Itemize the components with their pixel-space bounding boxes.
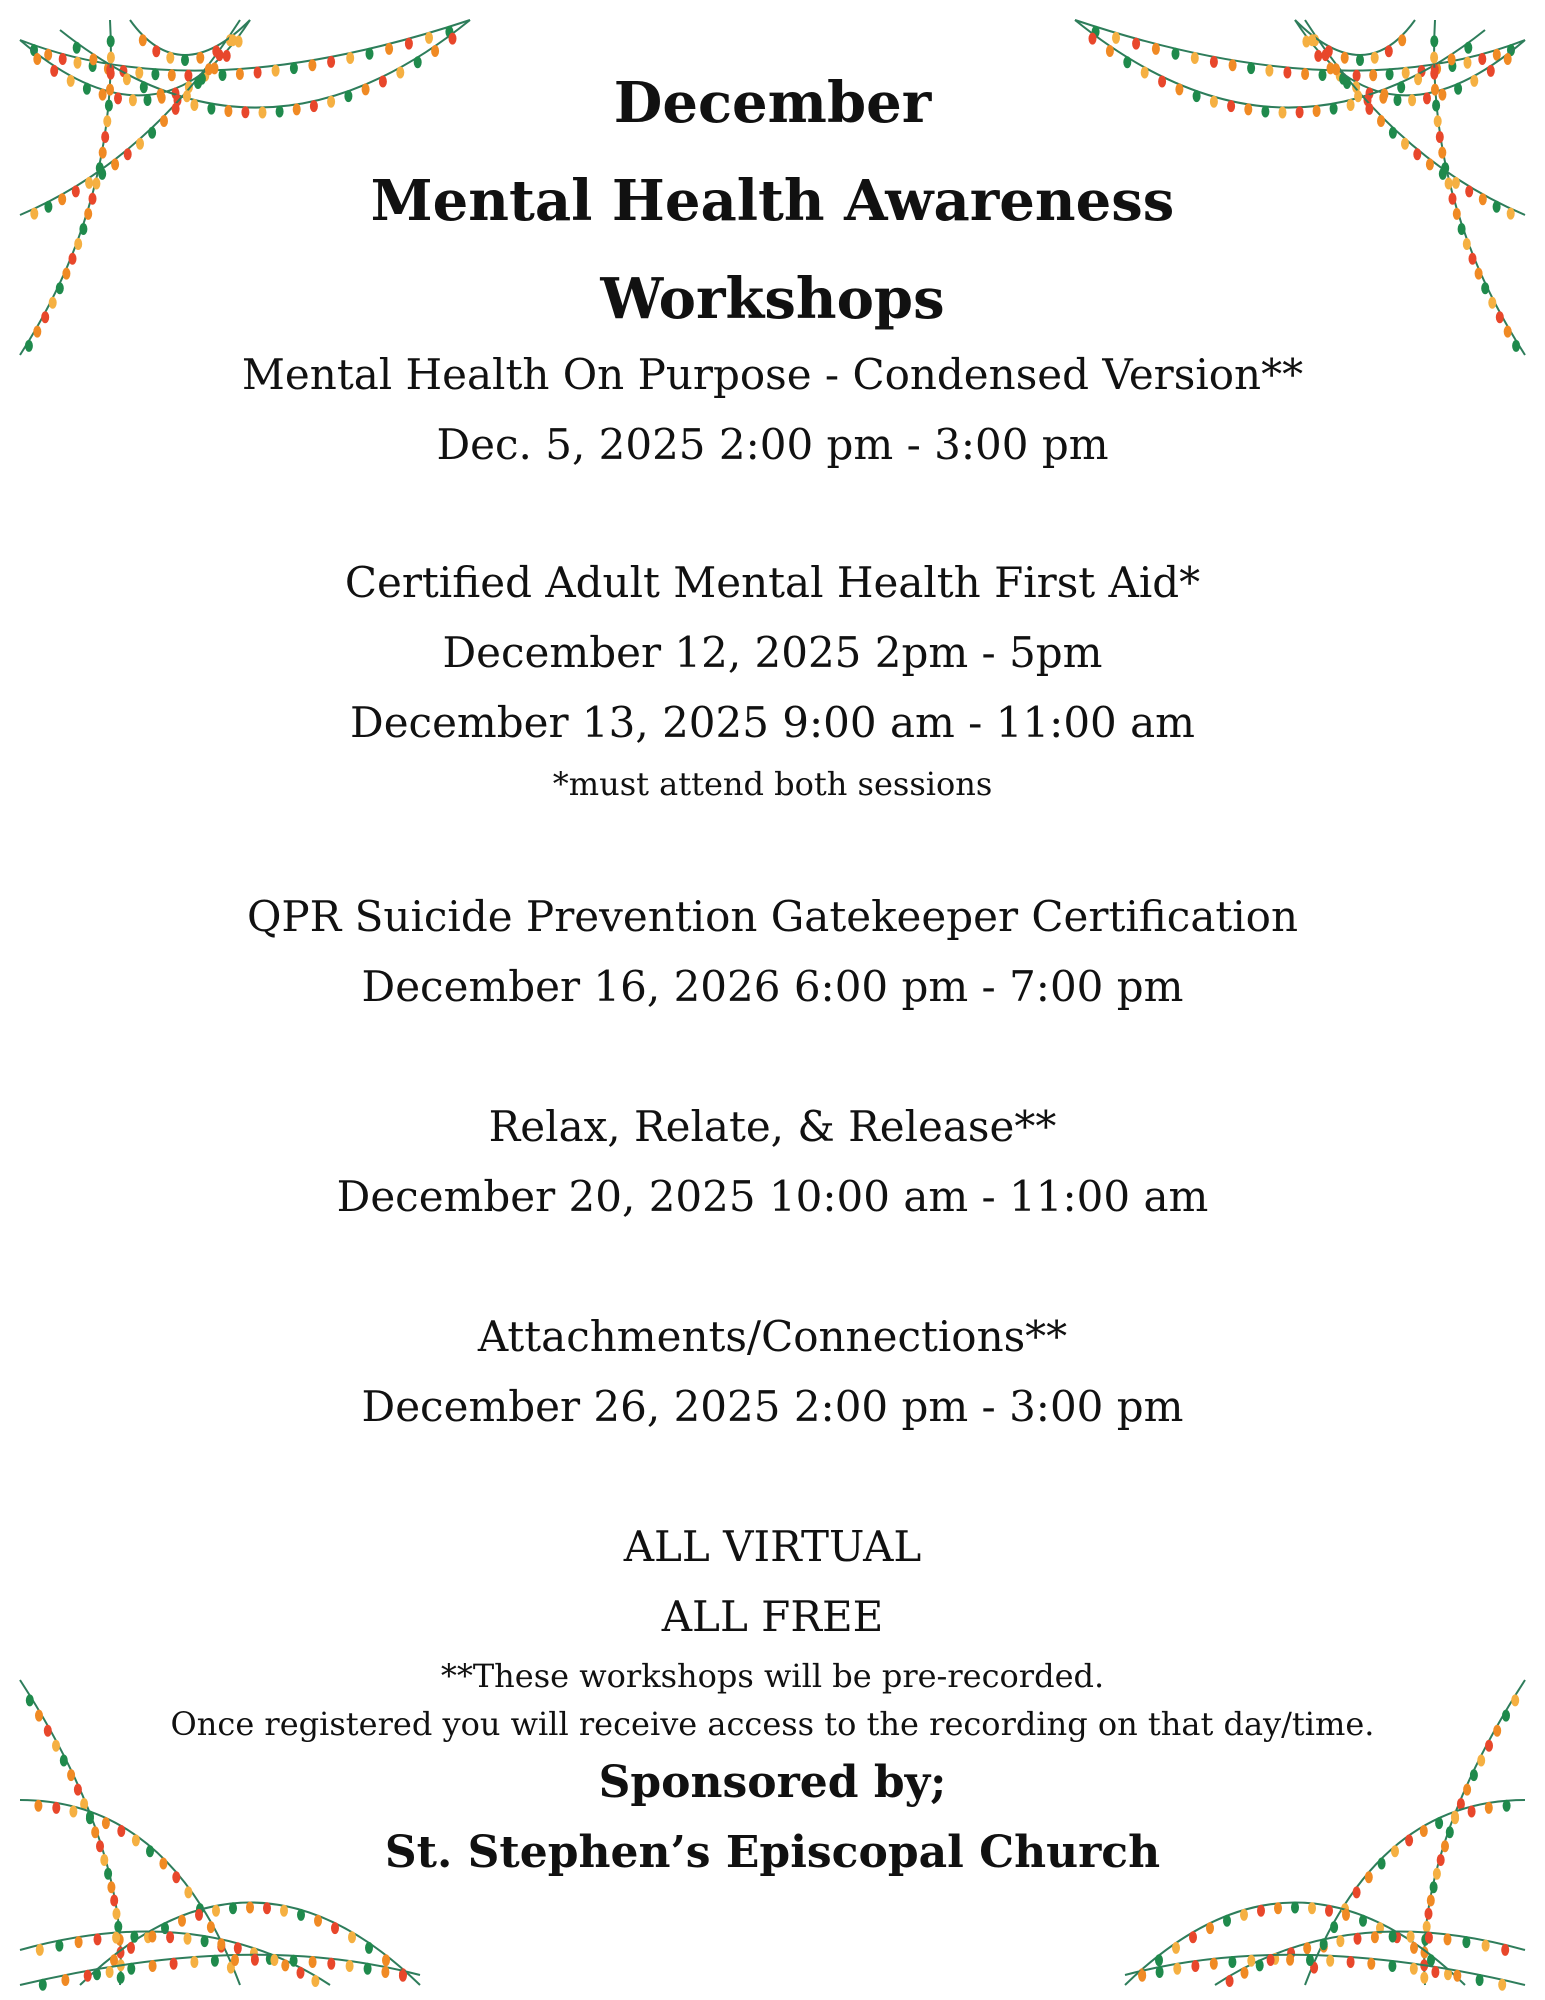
access-note: Once registered you will receive access to the recording on that day/time. [170, 1705, 1375, 1743]
light-bulb [297, 1967, 305, 1979]
workshop-date: December 16, 2026 6:00 pm - 7:00 pm [361, 962, 1184, 1011]
prerecorded-note: **These workshops will be pre-recorded. [440, 1657, 1105, 1695]
light-bulb [1306, 1954, 1314, 1966]
workshop-note: *must attend both sessions [552, 765, 993, 803]
light-bulb [1172, 1942, 1180, 1954]
light-bulb [1425, 1932, 1433, 1944]
light-bulb [1482, 1940, 1490, 1952]
workshop-date: December 13, 2025 9:00 am - 11:00 am [350, 698, 1195, 747]
sponsored-label: Sponsored by; [598, 1757, 947, 1808]
light-bulb [364, 1963, 372, 1975]
light-bulb [148, 1931, 156, 1943]
light-bulb [365, 1942, 373, 1954]
light-bulb [1241, 1967, 1249, 1979]
light-bulb [117, 1972, 125, 1984]
all-virtual: ALL VIRTUAL [623, 1522, 922, 1571]
light-bulb [94, 1933, 102, 1945]
workshop-date: December 12, 2025 2pm - 5pm [442, 628, 1103, 677]
workshop-4 [0, 1092, 1545, 1232]
light-bulb [178, 1915, 186, 1927]
light-bulb [311, 1975, 319, 1987]
light-bulb [1291, 1902, 1299, 1914]
light-bulb [246, 1902, 254, 1914]
light-bulb [1267, 1954, 1275, 1966]
light-bulb [229, 1902, 237, 1914]
light-bulb [201, 1935, 209, 1947]
light-bulb [1388, 1960, 1396, 1972]
light-bulb [1425, 1908, 1433, 1920]
light-bulb [382, 1954, 390, 1966]
light-bulb [1320, 1938, 1328, 1950]
light-bulb [346, 1960, 354, 1972]
light-bulb [309, 1956, 317, 1968]
light-bulb [1308, 1902, 1316, 1914]
light-strand [20, 1955, 420, 1985]
light-bulb [1453, 1970, 1461, 1982]
light-bulb [348, 1931, 356, 1943]
light-bulb [1407, 1931, 1415, 1943]
light-bulb [231, 1954, 239, 1966]
workshop-date: Dec. 5, 2025 2:00 pm - 3:00 pm [436, 420, 1109, 469]
light-bulb [399, 1970, 407, 1982]
light-bulb [1444, 1933, 1452, 1945]
light-bulb [1347, 1956, 1355, 1968]
light-bulb [39, 1979, 47, 1991]
light-bulb [1326, 1955, 1334, 1967]
light-bulb [1256, 1959, 1264, 1971]
light-bulb [263, 1902, 271, 1914]
workshop-name: Mental Health On Purpose - Condensed Version** [241, 350, 1304, 399]
light-bulb [84, 1970, 92, 1982]
light-bulb [297, 1909, 305, 1921]
light-bulb [149, 1960, 157, 1972]
workshop-name: Relax, Relate, & Release** [488, 1102, 1057, 1151]
light-bulb [190, 1956, 198, 1968]
light-bulb [1274, 1902, 1282, 1914]
workshop-name: Certified Adult Mental Health First Aid* [344, 558, 1201, 607]
light-bulb [1354, 1933, 1362, 1945]
light-bulb [270, 1954, 278, 1966]
light-bulb [55, 1940, 63, 1952]
light-bulb [113, 1908, 121, 1920]
light-bulb [1389, 1931, 1397, 1943]
all-free: ALL FREE [661, 1592, 884, 1641]
light-bulb [1330, 1921, 1338, 1933]
light-bulb [251, 1954, 259, 1966]
light-bulb [1206, 1922, 1214, 1934]
workshop-3 [0, 882, 1545, 1022]
light-bulb [170, 1958, 178, 1970]
light-bulb [130, 1931, 138, 1943]
light-bulb [1247, 1955, 1255, 1967]
light-bulb [1420, 1972, 1428, 1984]
light-bulb [1427, 1954, 1435, 1966]
light-bulb [211, 1955, 219, 1967]
light-bulb [1303, 1942, 1311, 1954]
workshop-2 [0, 548, 1545, 810]
light-bulb [1228, 1956, 1236, 1968]
light-bulb [1410, 1963, 1418, 1975]
light-bulb [1342, 1909, 1350, 1921]
light-bulb [114, 1921, 122, 1933]
light-bulb [234, 1942, 242, 1954]
light-bulb [1371, 1931, 1379, 1943]
workshop-date: December 26, 2025 2:00 pm - 3:00 pm [361, 1382, 1184, 1431]
light-bulb [166, 1931, 174, 1943]
light-bulb [212, 1905, 220, 1917]
light-bulb [1257, 1905, 1265, 1917]
light-bulb [112, 1932, 120, 1944]
light-bulb [1210, 1958, 1218, 1970]
workshop-5 [0, 1302, 1545, 1442]
light-bulb [1410, 1942, 1418, 1954]
light-bulb [280, 1905, 288, 1917]
light-bulb [75, 1936, 83, 1948]
light-strand [1125, 1955, 1525, 1985]
light-bulb [1240, 1909, 1248, 1921]
light-bulb [127, 1963, 135, 1975]
light-bulb [1138, 1970, 1146, 1982]
light-bulb [61, 1974, 69, 1986]
light-bulb [127, 1942, 135, 1954]
light-bulb [1462, 1936, 1470, 1948]
title-line-3: Workshops [600, 266, 945, 332]
light-bulb [1431, 1966, 1439, 1978]
light-bulb [290, 1955, 298, 1967]
light-bulb [195, 1909, 203, 1921]
workshop-1 [0, 340, 1545, 480]
light-bulb [207, 1921, 215, 1933]
workshop-name: Attachments/Connections** [477, 1312, 1068, 1361]
light-bulb [281, 1959, 289, 1971]
light-bulb [110, 1895, 118, 1907]
light-bulb [1191, 1960, 1199, 1972]
light-bulb [1155, 1954, 1163, 1966]
light-bulb [1353, 1886, 1361, 1898]
light-bulb [106, 1966, 114, 1978]
title-line-1: December [613, 70, 932, 136]
light-bulb [184, 1886, 192, 1898]
light-bulb [381, 1966, 389, 1978]
light-bulb [184, 1933, 192, 1945]
light-bulb [1226, 1975, 1234, 1987]
light-bulb [1359, 1915, 1367, 1927]
workshop-date: December 20, 2025 10:00 am - 11:00 am [336, 1172, 1209, 1221]
light-bulb [1223, 1915, 1231, 1927]
light-bulb [1325, 1905, 1333, 1917]
sponsor-name: St. Stephen’s Episcopal Church [384, 1827, 1161, 1878]
light-bulb [1498, 1979, 1506, 1991]
footer [0, 1512, 1545, 1888]
light-bulb [314, 1915, 322, 1927]
light-bulb [110, 1954, 118, 1966]
light-bulb [331, 1922, 339, 1934]
light-bulb [1476, 1974, 1484, 1986]
title-line-2: Mental Health Awareness [370, 168, 1175, 234]
light-bulb [1156, 1966, 1164, 1978]
flyer-title [0, 54, 1545, 348]
light-bulb [36, 1944, 44, 1956]
light-bulb [1173, 1963, 1181, 1975]
light-bulb [1286, 1954, 1294, 1966]
light-bulb [1501, 1944, 1509, 1956]
light-bulb [1367, 1958, 1375, 1970]
light-bulb [1423, 1921, 1431, 1933]
light-bulb [1336, 1935, 1344, 1947]
light-bulb [1189, 1931, 1197, 1943]
workshop-name: QPR Suicide Prevention Gatekeeper Certification [246, 892, 1299, 941]
light-bulb [217, 1938, 225, 1950]
light-bulb [327, 1958, 335, 1970]
light-bulb [1427, 1895, 1435, 1907]
